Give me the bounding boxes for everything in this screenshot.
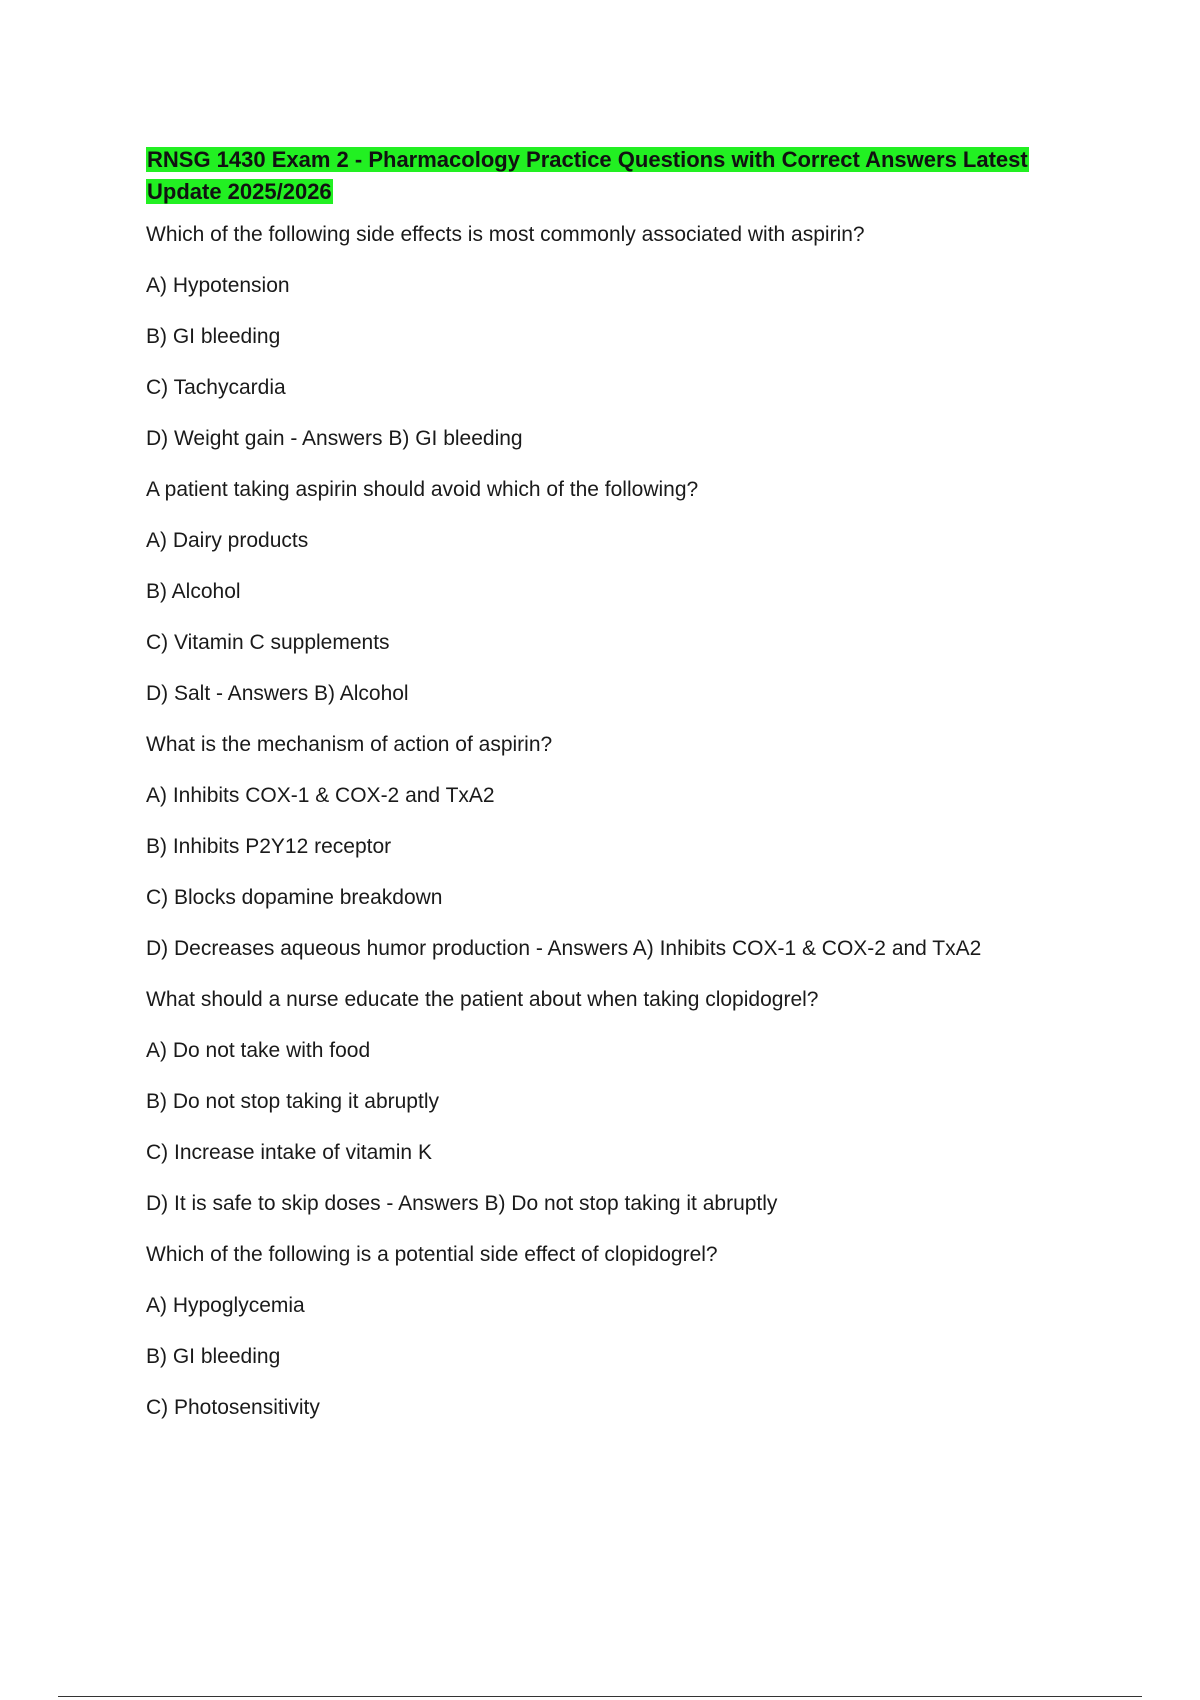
question-4-option-a: A) Do not take with food xyxy=(146,1039,371,1062)
question-3-option-b: B) Inhibits P2Y12 receptor xyxy=(146,835,392,858)
question-5-option-c: C) Photosensitivity xyxy=(146,1396,320,1419)
document-title xyxy=(146,144,1076,208)
question-2-option-c: C) Vitamin C supplements xyxy=(146,631,390,654)
question-2: A patient taking aspirin should avoid which of the following? xyxy=(146,478,699,501)
question-1-option-c: C) Tachycardia xyxy=(146,376,286,399)
question-4: What should a nurse educate the patient about when taking clopidogrel? xyxy=(146,988,819,1011)
question-5: Which of the following is a potential side effect of clopidogrel? xyxy=(146,1243,718,1266)
question-2-option-b: B) Alcohol xyxy=(146,580,241,603)
page-bottom-rule xyxy=(58,1696,1142,1697)
question-3-option-c: C) Blocks dopamine breakdown xyxy=(146,886,443,909)
question-4-option-d-answer: D) It is safe to skip doses - Answers B) Do not stop taking it abruptly xyxy=(146,1192,778,1215)
question-1-option-a: A) Hypotension xyxy=(146,274,290,297)
question-3-option-a: A) Inhibits COX-1 & COX-2 and TxA2 xyxy=(146,784,495,807)
question-1-option-b: B) GI bleeding xyxy=(146,325,281,348)
question-2-option-d-answer: D) Salt - Answers B) Alcohol xyxy=(146,682,409,705)
question-1: Which of the following side effects is most commonly associated with aspirin? xyxy=(146,223,865,246)
question-3-option-d-answer: D) Decreases aqueous humor production - Answers A) Inhibits COX-1 & COX-2 and TxA2 xyxy=(146,937,982,960)
question-5-option-a: A) Hypoglycemia xyxy=(146,1294,305,1317)
question-4-option-c: C) Increase intake of vitamin K xyxy=(146,1141,432,1164)
document-page xyxy=(146,144,1076,1446)
question-2-option-a: A) Dairy products xyxy=(146,529,309,552)
question-4-option-b: B) Do not stop taking it abruptly xyxy=(146,1090,439,1113)
question-3: What is the mechanism of action of aspirin? xyxy=(146,733,553,756)
question-1-option-d-answer: D) Weight gain - Answers B) GI bleeding xyxy=(146,427,523,450)
question-5-option-b: B) GI bleeding xyxy=(146,1345,281,1368)
title-highlight: RNSG 1430 Exam 2 - Pharmacology Practice Questions with Correct Answers Latest Update 2025/2026 xyxy=(147,147,1028,204)
